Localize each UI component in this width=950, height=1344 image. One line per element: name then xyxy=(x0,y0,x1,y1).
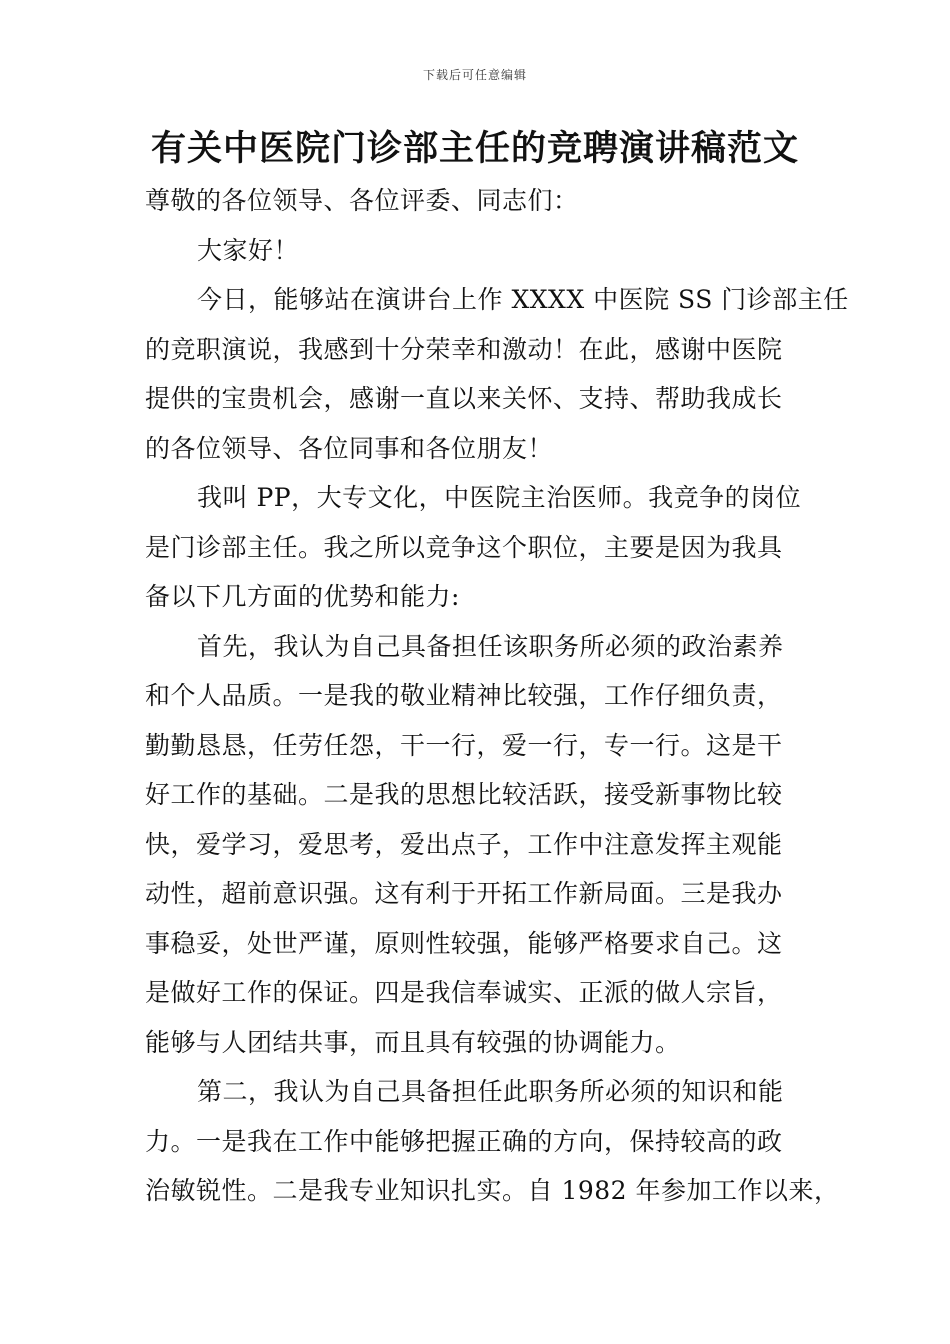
paragraph-line: 是门诊部主任。我之所以竞争这个职位，主要是因为我具 xyxy=(145,532,783,562)
paragraph-line: 能够与人团结共事，而且具有较强的协调能力。 xyxy=(145,1027,681,1057)
document-body xyxy=(145,176,849,1216)
paragraph-line: 治敏锐性。二是我专业知识扎实。自 1982 年参加工作以来， xyxy=(145,1176,840,1205)
paragraph-line: 快，爱学习，爱思考，爱出点子，工作中注意发挥主观能 xyxy=(145,829,783,859)
paragraph-line: 备以下几方面的优势和能力: xyxy=(145,582,460,611)
paragraph-line: 提供的宝贵机会，感谢一直以来关怀、支持、帮助我成长 xyxy=(145,384,783,413)
paragraph-line: 第二，我认为自己具备担任此职务所必须的知识和能 xyxy=(197,1077,784,1106)
paragraph-line: 的各位领导、各位同事和各位朋友！ xyxy=(145,433,554,463)
paragraph-line: 力。一是我在工作中能够把握正确的方向，保持较高的政 xyxy=(145,1126,783,1156)
paragraph-line: 和个人品质。一是我的敬业精神比较强，工作仔细负责， xyxy=(145,681,783,710)
paragraph-line: 事稳妥，处世严谨，原则性较强，能够严格要求自己。这 xyxy=(145,928,783,958)
paragraph-line: 今日，能够站在演讲台上作 XXXX 中医院 SS 门诊部主任 xyxy=(197,285,849,314)
paragraph-line: 我叫 PP，大专文化，中医院主治医师。我竞争的岗位 xyxy=(197,483,802,512)
paragraph-line: 勤勤恳恳，任劳任怨，干一行，爱一行，专一行。这是干 xyxy=(145,730,783,760)
document-title: 有关中医院门诊部主任的竞聘演讲稿范文 xyxy=(150,129,799,169)
header-note: 下载后可任意编辑 xyxy=(422,68,527,82)
paragraph-line: 动性，超前意识强。这有利于开拓工作新局面。三是我办 xyxy=(145,879,783,908)
paragraph-line: 是做好工作的保证。四是我信奉诚实、正派的做人宗旨， xyxy=(145,978,783,1007)
greeting-line: 大家好！ xyxy=(197,235,300,265)
paragraph-line: 好工作的基础。二是我的思想比较活跃，接受新事物比较 xyxy=(145,780,783,809)
paragraph-line: 首先，我认为自己具备担任该职务所必须的政治素养 xyxy=(197,631,784,661)
paragraph-line: 的竞职演说，我感到十分荣幸和激动！在此，感谢中医院 xyxy=(145,334,783,364)
salutation-line: 尊敬的各位领导、各位评委、同志们： xyxy=(145,186,579,215)
